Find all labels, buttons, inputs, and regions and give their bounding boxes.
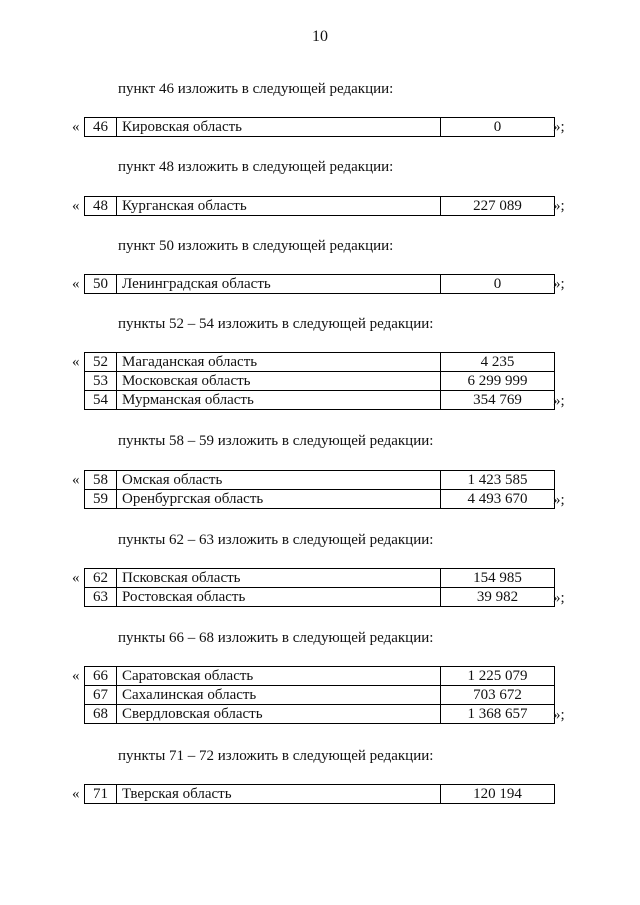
- opening-quote: «: [72, 472, 80, 488]
- region-value: 0: [441, 118, 555, 137]
- region-name: Московская область: [117, 372, 441, 391]
- section-heading: пункт 48 изложить в следующей редакции:: [118, 159, 394, 175]
- region-value: 39 982: [441, 588, 555, 607]
- section-heading: пункт 50 изложить в следующей редакции:: [118, 238, 394, 254]
- region-name: Саратовская область: [117, 667, 441, 686]
- row-number: 58: [85, 471, 117, 490]
- region-name: Кировская область: [117, 118, 441, 137]
- table-row: [85, 391, 555, 410]
- opening-quote: «: [72, 354, 80, 370]
- region-name: Магаданская область: [117, 353, 441, 372]
- region-value: 120 194: [441, 785, 555, 804]
- table-row: [85, 275, 555, 294]
- region-name: Тверская область: [117, 785, 441, 804]
- regions-table: [84, 196, 555, 216]
- region-name: Сахалинская область: [117, 686, 441, 705]
- region-value: 1 225 079: [441, 667, 555, 686]
- section-heading: пункты 71 – 72 изложить в следующей редакции:: [118, 748, 434, 764]
- regions-table: [84, 568, 555, 607]
- regions-table: [84, 117, 555, 137]
- closing-quote: »;: [553, 491, 565, 508]
- table-row: [85, 353, 555, 372]
- region-value: 1 423 585: [441, 471, 555, 490]
- region-value: 1 368 657: [441, 705, 555, 724]
- opening-quote: «: [72, 119, 80, 135]
- section-heading: пункты 66 – 68 изложить в следующей редакции:: [118, 630, 434, 646]
- row-number: 66: [85, 667, 117, 686]
- regions-table: [84, 666, 555, 724]
- regions-table: [84, 352, 555, 410]
- opening-quote: «: [72, 786, 80, 802]
- regions-table: [84, 784, 555, 804]
- opening-quote: «: [72, 276, 80, 292]
- regions-table: [84, 470, 555, 509]
- table-row: [85, 569, 555, 588]
- row-number: 53: [85, 372, 117, 391]
- closing-quote: »;: [553, 589, 565, 606]
- table-row: [85, 705, 555, 724]
- row-number: 48: [85, 197, 117, 216]
- region-name: Оренбургская область: [117, 490, 441, 509]
- table-row: [85, 785, 555, 804]
- region-name: Курганская область: [117, 197, 441, 216]
- row-number: 46: [85, 118, 117, 137]
- row-number: 54: [85, 391, 117, 410]
- section-heading: пункты 62 – 63 изложить в следующей редакции:: [118, 532, 434, 548]
- region-name: Мурманская область: [117, 391, 441, 410]
- region-value: 354 769: [441, 391, 555, 410]
- closing-quote: »;: [553, 198, 565, 214]
- row-number: 59: [85, 490, 117, 509]
- section-heading: пункт 46 изложить в следующей редакции:: [118, 81, 394, 97]
- region-name: Псковская область: [117, 569, 441, 588]
- table-row: [85, 667, 555, 686]
- regions-table: [84, 274, 555, 294]
- section-heading: пункты 58 – 59 изложить в следующей редакции:: [118, 433, 434, 449]
- region-value: 4 493 670: [441, 490, 555, 509]
- opening-quote: «: [72, 198, 80, 214]
- row-number: 63: [85, 588, 117, 607]
- region-value: 703 672: [441, 686, 555, 705]
- region-name: Ленинградская область: [117, 275, 441, 294]
- row-number: 71: [85, 785, 117, 804]
- page-number: 10: [312, 28, 328, 45]
- table-row: [85, 471, 555, 490]
- region-value: 6 299 999: [441, 372, 555, 391]
- table-row: [85, 490, 555, 509]
- section-heading: пункты 52 – 54 изложить в следующей редакции:: [118, 316, 434, 332]
- table-row: [85, 118, 555, 137]
- region-value: 4 235: [441, 353, 555, 372]
- closing-quote: »;: [553, 393, 565, 409]
- opening-quote: «: [72, 570, 80, 586]
- table-row: [85, 372, 555, 391]
- table-row: [85, 197, 555, 216]
- closing-quote: »;: [553, 276, 565, 292]
- row-number: 67: [85, 686, 117, 705]
- table-row: [85, 588, 555, 607]
- region-name: Ростовская область: [117, 588, 441, 607]
- closing-quote: »;: [553, 707, 565, 723]
- region-value: 154 985: [441, 569, 555, 588]
- row-number: 62: [85, 569, 117, 588]
- row-number: 68: [85, 705, 117, 724]
- table-row: [85, 686, 555, 705]
- region-value: 227 089: [441, 197, 555, 216]
- row-number: 52: [85, 353, 117, 372]
- region-value: 0: [441, 275, 555, 294]
- opening-quote: «: [72, 668, 80, 684]
- closing-quote: »;: [553, 119, 565, 135]
- region-name: Омская область: [117, 471, 441, 490]
- region-name: Свердловская область: [117, 705, 441, 724]
- row-number: 50: [85, 275, 117, 294]
